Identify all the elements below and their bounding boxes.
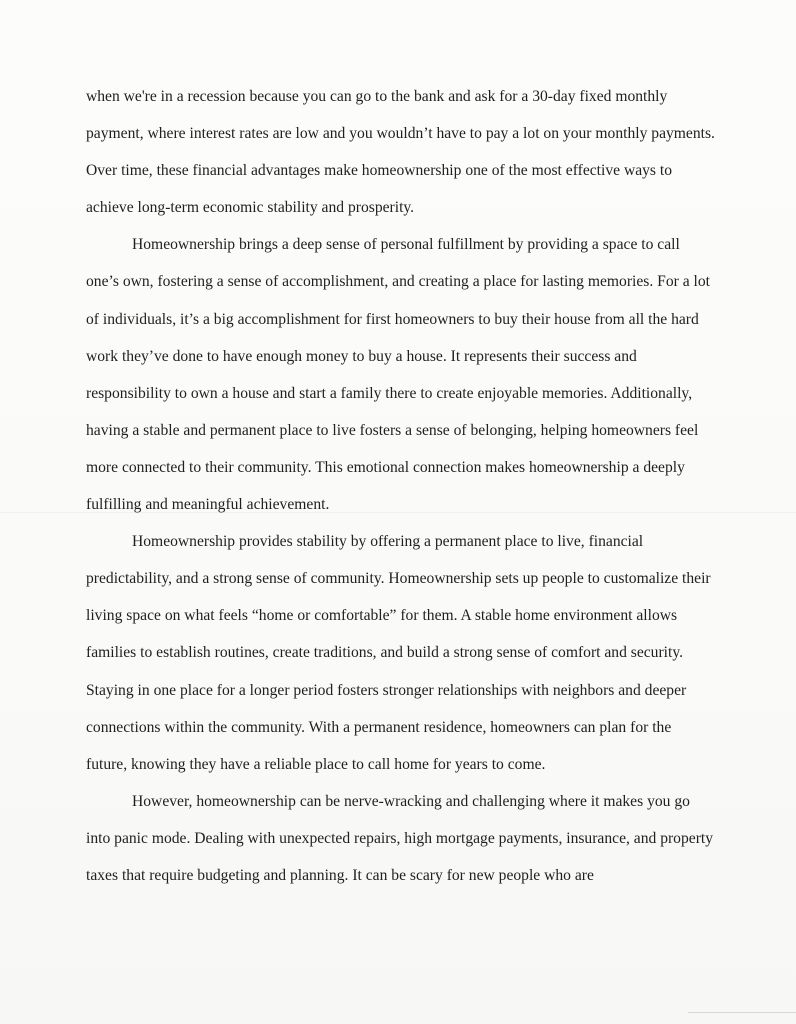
paragraph-4: However, homeownership can be nerve-wracking and challenging where it makes you go into panic mode. Dealing with unexpected repairs, high mortgage payments, insurance, and property taxes that require budgeting and planning. It can be scary for new people who are — [86, 792, 714, 884]
paragraph-3: Homeownership provides stability by offering a permanent place to live, financial predictability, and a strong sense of community. Homeownership sets up people to customalize their living space on what feels “home or comfortable” for them. A stable home environment allows families to establish routines, create traditions, and build a strong sense of comfort and security. Staying in one place for a longer period fosters stronger relationships with neighbors and deeper connections within the community. With a permanent residence, homeowners can plan for the future, knowing they have a reliable place to call home for years to come. — [86, 533, 711, 773]
paragraph-2: Homeownership brings a deep sense of personal fulfillment by providing a space to call one’s own, fostering a sense of accomplishment, and creating a place for lasting memories. For a lot of individuals, it’s a big accomplishment for first homeowners to buy their house from all the hard work they’ve done to have enough money to buy a house. It represents their success and responsibility to own a house and start a family there to create enjoyable memories. Additionally, having a stable and permanent place to live fosters a sense of belonging, helping homeowners feel more connected to their community. This emotional connection makes homeownership a deeply fulfilling and meaningful achievement. — [86, 236, 711, 514]
paragraph-1: when we're in a recession because you can go to the bank and ask for a 30-day fixed monthly payment, where interest rates are low and you wouldn’t have to pay a lot on your monthly payments. Over time, these financial advantages make homeownership one of the most effective ways to achieve long-term economic stability and prosperity. — [86, 88, 715, 217]
page-footer-rule — [688, 1012, 796, 1013]
body-text — [86, 78, 716, 894]
